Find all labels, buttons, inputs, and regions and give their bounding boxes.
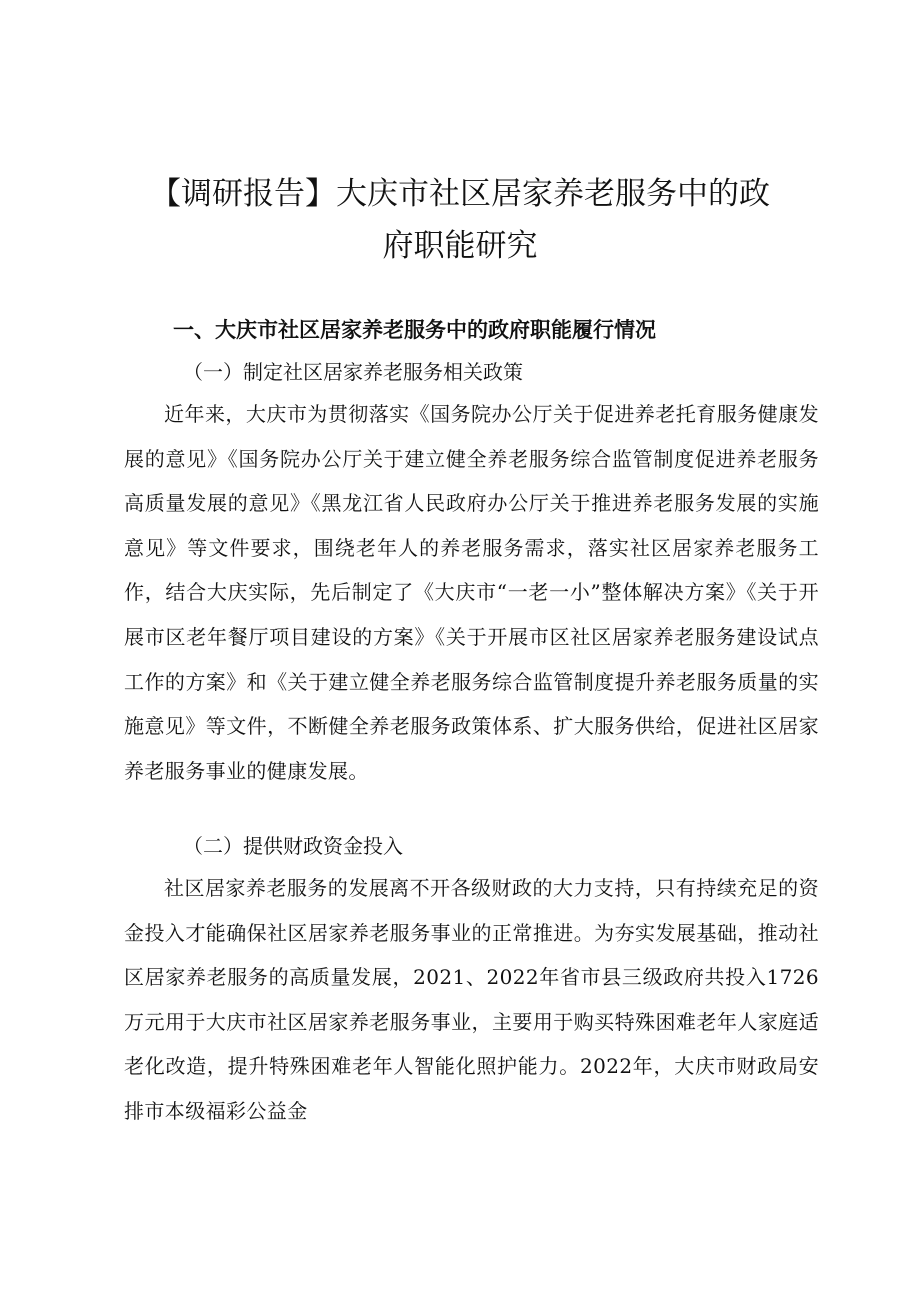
title-line-2: 府职能研究: [382, 228, 538, 264]
subsection-heading-2: （二）提供财政资金投入: [183, 834, 403, 858]
section-heading-1: 一、大庆市社区居家养老服务中的政府职能履行情况: [173, 318, 656, 342]
paragraph-1: 近年来，大庆市为贯彻落实《国务院办公厅关于促进养老托育服务健康发展的意见》《国务院办公厅关于建立健全养老服务综合监管制度促进养老服务高质量发展的意见》《黑龙江省人民政府办公厅关于推进养老服务发展的实施意见》等文件要求，围绕老年人的养老服务需求，落实社区居家养老服务工作，结合大庆实际，先后制定了《大庆市“一老一小”整体解决方案》《关于开展市区老年餐厅项目建设的方案》《关于开展市区社区居家养老服务建设试点工作的方案》和《关于建立健全养老服务综合监管制度提升养老服务质量的实施意见》等文件，不断健全养老服务政策体系、扩大服务供给，促进社区居家养老服务事业的健康发展。: [124, 402, 819, 783]
subsection-heading-1: （一）制定社区居家养老服务相关政策: [183, 360, 523, 384]
document-title: [120, 168, 800, 272]
title-line-1: 【调研报告】大庆市社区居家养老服务中的政: [150, 176, 770, 212]
paragraph-2: 社区居家养老服务的发展离不开各级财政的大力支持，只有持续充足的资金投入才能确保社区居家养老服务事业的正常推进。为夯实发展基础，推动社区居家养老服务的高质量发展，2021、2022年省市县三级政府共投入1726万元用于大庆市社区居家养老服务事业，主要用于购买特殊困难老年人家庭适老化改造，提升特殊困难老年人智能化照护能力。2022年，大庆市财政局安排市本级福彩公益金: [124, 876, 819, 1123]
